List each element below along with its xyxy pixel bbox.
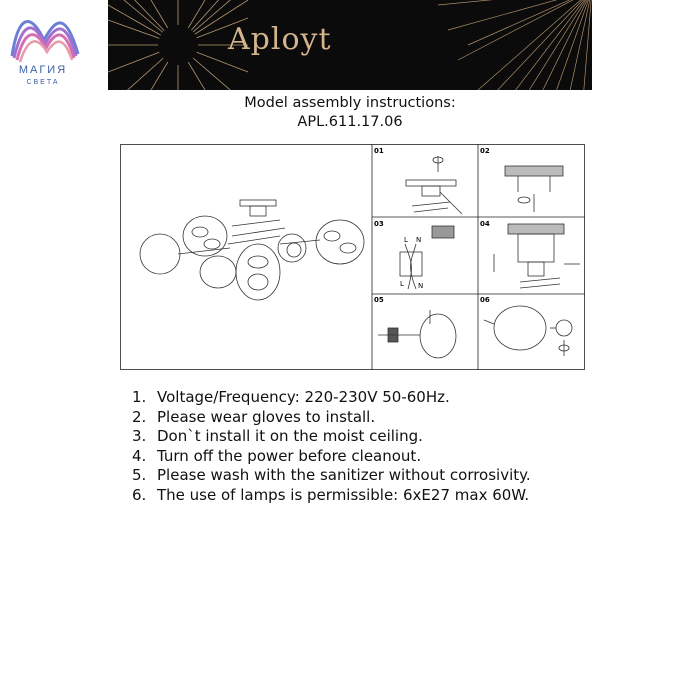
chandelier-drawing: [140, 200, 364, 300]
logo-subword: СВЕТА: [26, 79, 60, 86]
wire-label-l2: L: [400, 280, 404, 288]
page-title: Model assembly instructions:: [244, 95, 456, 111]
step-label: 06: [480, 296, 490, 304]
step-labels: [374, 147, 490, 304]
assembly-diagram: [120, 144, 585, 370]
spec-item: 6. The use of lamps is permissible: 6xE27 max 60W.: [132, 485, 530, 504]
sunburst-icon: [108, 0, 592, 90]
wire-label-n: N: [416, 236, 422, 244]
wire-label-n2: N: [418, 282, 424, 290]
step-label: 03: [374, 220, 384, 228]
logo-word: МАГИЯ: [18, 64, 68, 76]
spec-item: 4. Turn off the power before cleanout.: [132, 446, 422, 465]
step-label: 01: [374, 147, 384, 155]
spec-item: 1. Voltage/Frequency: 220-230V 50-60Hz.: [132, 388, 450, 406]
wire-label-l: L: [404, 236, 408, 244]
step-label: 02: [480, 147, 490, 155]
model-number: APL.611.17.06: [297, 114, 403, 130]
logo-waves-icon: [4, 6, 86, 68]
banner-brand-name: Aployt: [228, 22, 332, 57]
spec-item: 5. Please wash with the sanitizer without corrosivity.: [132, 466, 531, 485]
spec-item: 3. Don`t install it on the moist ceiling.: [132, 427, 423, 446]
spec-item: 2. Please wear gloves to install.: [132, 407, 376, 426]
step-label: 05: [374, 296, 384, 304]
specs-list: [132, 388, 531, 506]
brand-banner: [108, 0, 592, 90]
step-label: 04: [480, 220, 490, 228]
